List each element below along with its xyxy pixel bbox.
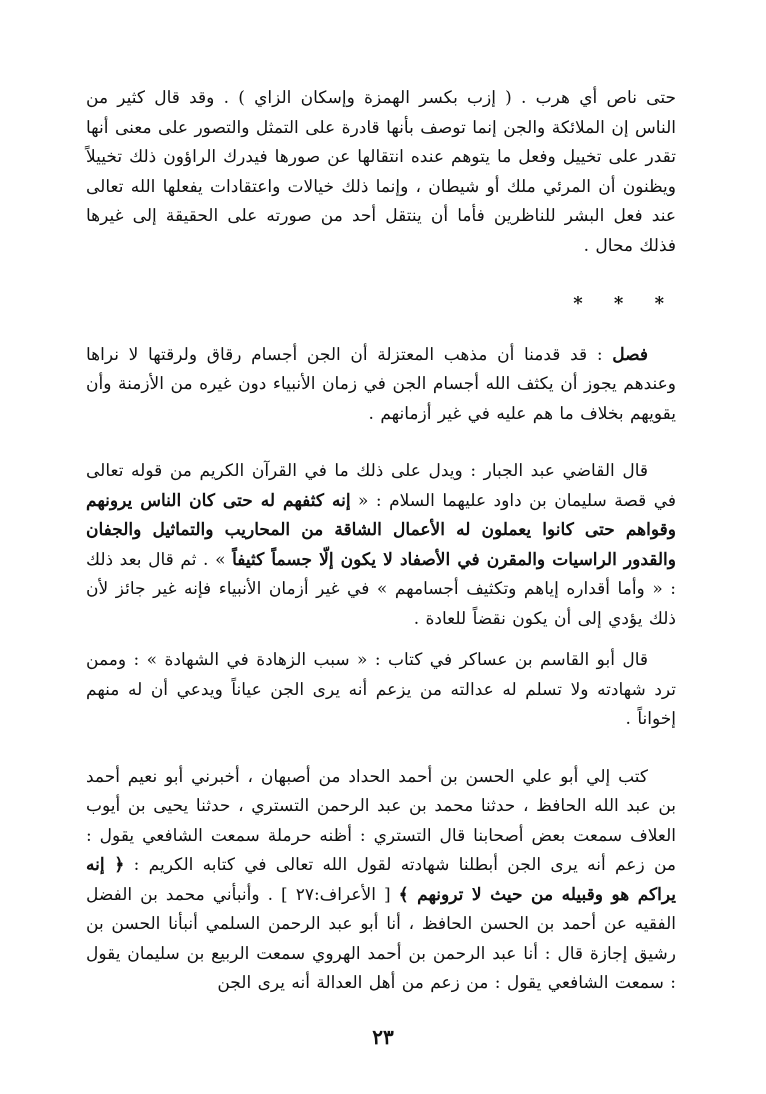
paragraph-4: [86, 646, 676, 735]
paragraph-3-rest: » . ثم قال بعد ذلك : « وأما أقداره إياهم وتكثيف أجسامهم » في غير أزمان الأنبياء فإنه غير جائز لأن ذلك يؤدي إلى أن يكون نقضاً للعادة .: [86, 549, 676, 629]
paragraph-1-text: حتى ناص أي هرب . ( إزب بكسر الهمزة وإسكان الزاي ) . وقد قال كثير من الناس إن الملائكة والجن إنما توصف بأنها قادرة على التمثل والتصور على معنى أنها تقدر على تخييل وفعل ما يتوهم عنده انتقالها عن صورها فيدرك الراؤون ذلك تخييلاً ويظنون أن المرئي ملك أو شيطان ، وإنما ذلك خيالات واعتقادات يفعلها الله تعالى عند فعل البشر للناظرين فأما أن ينتقل أحد من صورته على الحقيقة إلى غيرها فذلك محال .: [86, 88, 676, 256]
paragraph-5-intro: كتب إلي أبو علي الحسن بن أحمد الحداد من أصبهان ، أخبرني أبو نعيم أحمد بن عبد الله الحافظ ، حدثنا محمد بن عبد الرحمن التستري ، حدثنا يحيى بن أيوب العلاف سمعت بعض أصحابنا قال التستري : أظنه حرملة سمعت الشافعي يقول : من زعم أنه يرى الجن أبطلنا شهادته لقول الله تعالى في كتابه الكريم :: [86, 766, 676, 875]
page-number: ٢٣: [372, 1025, 394, 1049]
paragraph-5-rest: [ الأعراف:٢٧ ] . وأنبأني محمد بن الفضل الفقيه عن أحمد بن الحسن الحافظ ، أنا أبو عبد الرحمن السلمي أنبأنا الحسن بن رشيق إجازة قال : أنا عبد الرحمن بن أحمد الهروي سمعت الربيع بن سليمان يقول : سمعت الشافعي يقول : من زعم من أهل العدالة أنه يرى الجن: [86, 884, 676, 993]
paragraph-3-intro: قال القاضي عبد الجبار : ويدل على ذلك ما في القرآن الكريم من قوله تعالى في قصة سليمان بن داود عليهما السلام : «: [86, 461, 677, 511]
paragraph-4-text: قال أبو القاسم بن عساكر في كتاب : « سبب الزهادة في الشهادة » : وممن ترد شهادته ولا تسلم له عدالته من يزعم أنه يرى الجن عياناً ويدعي أن له منهم إخواناً .: [86, 650, 676, 729]
paragraph-2: [86, 341, 676, 430]
section-heading-fasl: فصل: [612, 344, 648, 365]
quran-verse-quote: ﴿ إنه يراكم هو وقبيله من حيث لا ترونهم ﴾: [86, 855, 676, 905]
page-body: [86, 84, 676, 999]
paragraph-2-text: : قد قدمنا أن مذهب المعتزلة أن الجن أجسام رقاق ولرقتها لا نراها وعندهم يجوز أن يكثف الله أجسام الجن في زمان الأنبياء دون غيره من الأزمنة وأن يقويهم بخلاف ما هم عليه في غير أزمانهم .: [86, 344, 676, 424]
section-separator: * * *: [573, 293, 676, 314]
paragraph-1: [86, 84, 676, 261]
paragraph-5: [86, 763, 676, 999]
paragraph-3-quote: إنه كثفهم له حتى كان الناس يرونهم وقواهم حتى كانوا يعملون له الأعمال الشاقة من المحاريب والتماثيل والجفان والقدور الراسيات والمقرن في الأصفاد لا يكون إلّا جسماً كثيفاً: [86, 490, 676, 570]
paragraph-3: [86, 457, 676, 634]
